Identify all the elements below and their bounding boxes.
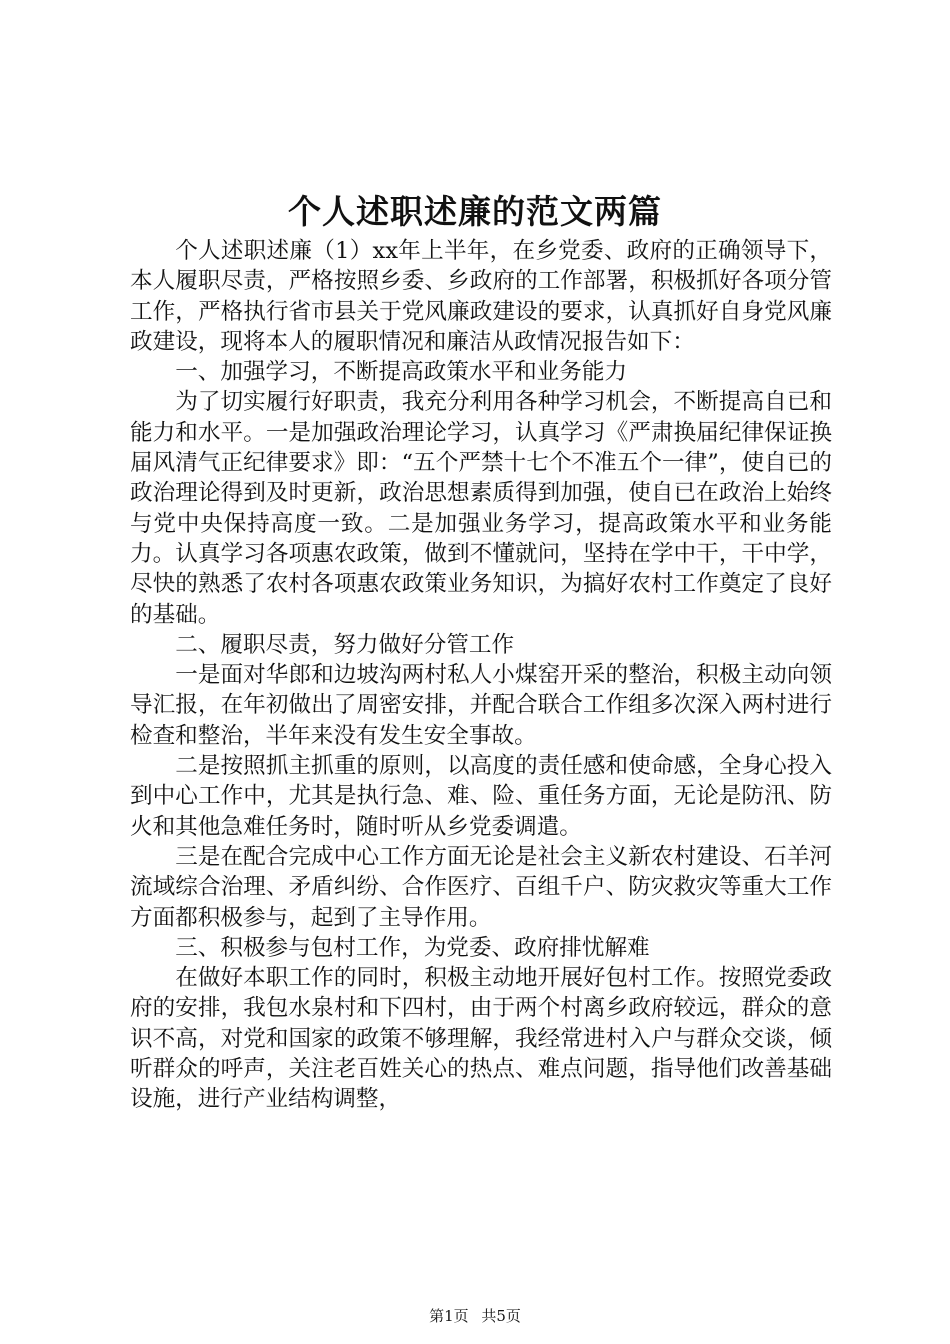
paragraph-duty-2: 二是按照抓主抓重的原则，以高度的责任感和使命感，全身心投入到中心工作中，尤其是执行急、难、险、重任务方面，无论是防汛、防火和其他急难任务时，随时听从乡党委调遣。 (130, 753, 832, 840)
paragraph-study: 为了切实履行好职责，我充分利用各种学习机会，不断提高自已和能力和水平。一是加强政治理论学习，认真学习《严肃换届纪律保证换届风清气正纪律要求》即：“五个严禁十七个不准五个一律”，使自已的政治理论得到及时更新，政治思想素质得到加强，使自已在政治上始终与党中央保持高度一致。二是加强业务学习，提高政策水平和业务能力。认真学习各项惠农政策，做到不懂就问，坚持在学中干，干中学，尽快的熟悉了农村各项惠农政策业务知识，为搞好农村工作奠定了良好的基础。 (130, 389, 832, 628)
paragraph-village-work: 在做好本职工作的同时，积极主动地开展好包村工作。按照党委政府的安排，我包水泉村和下四村，由于两个村离乡政府较远，群众的意识不高，对党和国家的政策不够理解，我经常进村入户与群众交谈，倾听群众的呼声，关注老百姓关心的热点、难点问题，指导他们改善基础设施，进行产业结构调整， (130, 965, 832, 1113)
section-heading-2: 二、履职尽责，努力做好分管工作 (175, 631, 515, 658)
document-title: 个人述职述廉的范文两篇 (288, 192, 662, 231)
paragraph-duty-3: 三是在配合完成中心工作方面无论是社会主义新农村建设、石羊河流域综合治理、矛盾纠纷、合作医疗、百组千户、防灾救灾等重大工作方面都积极参与，起到了主导作用。 (130, 843, 832, 931)
section-heading-3: 三、积极参与包村工作，为党委、政府排忧解难 (175, 934, 650, 961)
document-body (130, 236, 832, 1115)
page-total: 共5页 (481, 1307, 521, 1325)
section-heading-1: 一、加强学习，不断提高政策水平和业务能力 (175, 359, 628, 386)
page-footer (0, 1305, 950, 1326)
paragraph-intro: 个人述职述廉（1）xx年上半年，在乡党委、政府的正确领导下，本人履职尽责，严格按照乡委、乡政府的工作部署，积极抓好各项分管工作，严格执行省市县关于党风廉政建设的要求，认真抓好自身党风廉政建设，现将本人的履职情况和廉洁从政情况报告如下： (130, 238, 832, 355)
paragraph-duty-1: 一是面对华郎和边坡沟两村私人小煤窑开采的整治，积极主动向领导汇报，在年初做出了周密安排，并配合联合工作组多次深入两村进行检查和整治，半年来没有发生安全事故。 (130, 662, 832, 749)
page-number: 第1页 (429, 1307, 469, 1325)
